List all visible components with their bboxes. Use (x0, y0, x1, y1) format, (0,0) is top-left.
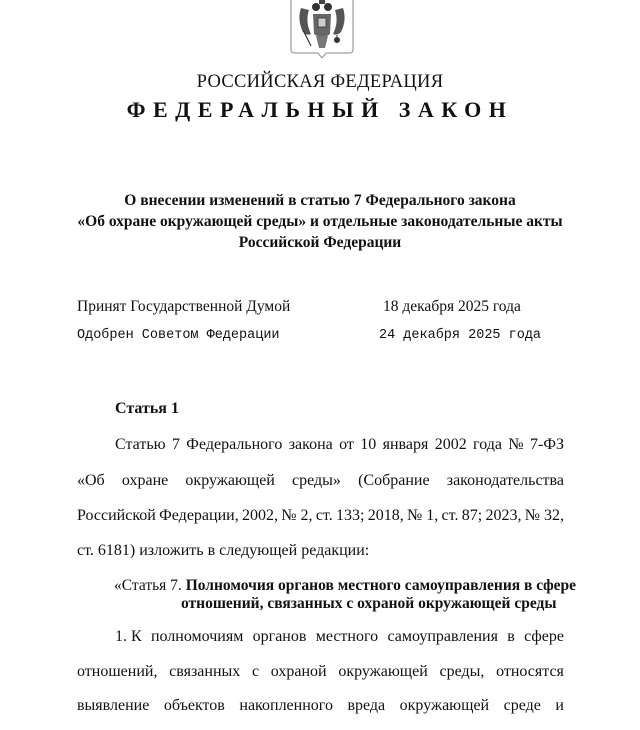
word: самоуправления (387, 628, 498, 645)
word: Федерального (186, 436, 283, 453)
article-body-line (77, 507, 564, 525)
word: ст. (441, 507, 459, 524)
article-body-line (77, 472, 564, 490)
word: законодательства (446, 472, 564, 489)
word: полномочиям (150, 628, 244, 645)
word: в (507, 628, 515, 645)
word: 7 (171, 436, 180, 453)
word: Российской (77, 507, 156, 524)
word: окружающей (399, 697, 490, 714)
word: от (339, 436, 354, 453)
word: среде (503, 697, 541, 714)
article-heading: Статья 1 (115, 400, 179, 417)
word: закона (288, 436, 333, 453)
word: 133; (335, 507, 365, 524)
word: связанных (169, 663, 241, 680)
word: № (508, 436, 524, 453)
word: года (473, 436, 502, 453)
word: 7-ФЗ (529, 436, 564, 453)
word: № 1, (407, 507, 439, 524)
word: ст. (315, 507, 333, 524)
word: с (251, 663, 260, 680)
word: среды» (292, 472, 341, 489)
word: окружающей (338, 663, 428, 680)
law-title-line: «Об охране окружающей среды» и отдельные законодательные акты (77, 213, 563, 230)
word: Статью (115, 436, 166, 453)
council-approval-date: 24 декабря 2025 года (379, 328, 542, 343)
word: № 32, (524, 507, 564, 524)
word: объектов (163, 697, 225, 714)
word: 2018, (367, 507, 404, 524)
word: Федерации, (159, 507, 239, 524)
word: 1. К (115, 628, 142, 645)
word: среды, (439, 663, 485, 680)
clause-line (115, 628, 564, 646)
word: накопленного (239, 697, 333, 714)
word: охране (121, 472, 169, 489)
word: «Об (77, 472, 105, 489)
word: 2023, (485, 507, 522, 524)
council-approval-label: Одобрен Советом Федерации (77, 328, 280, 343)
word: относятся (496, 663, 564, 680)
word: вреда (347, 697, 386, 714)
coat-of-arms-emblem (289, 0, 355, 58)
word: местного (315, 628, 379, 645)
article-body-line: ст. 6181) изложить в следующей редакции: (77, 542, 370, 559)
word: сфере (524, 628, 564, 645)
document-type: ФЕДЕРАЛЬНЫЙ ЗАКОН (126, 97, 514, 122)
duma-adoption-date: 18 декабря 2025 года (383, 298, 521, 315)
word: 2002 (434, 436, 467, 453)
clause-line (77, 663, 564, 681)
country-name: РОССИЙСКАЯ ФЕДЕРАЦИЯ (196, 72, 444, 92)
clause-line (77, 697, 564, 715)
russian-coat-of-arms-icon (289, 0, 355, 58)
new-article-heading (114, 577, 576, 613)
word: отношений, (77, 663, 158, 680)
word: 87; (461, 507, 483, 524)
word: 2002, (241, 507, 278, 524)
new-article-title: Полномочия органов местного самоуправления в сфере (185, 577, 577, 594)
new-article-title-line2: отношений, связанных с охраной окружающей среды (181, 595, 557, 612)
word: № 2, (281, 507, 313, 524)
word: окружающей (185, 472, 275, 489)
law-title-line: О внесении изменений в статью 7 Федерального закона (124, 192, 516, 209)
law-title-line: Российской Федерации (238, 234, 402, 251)
word: и (555, 697, 564, 714)
word: охраной (270, 663, 327, 680)
word: 10 (360, 436, 377, 453)
word: января (382, 436, 429, 453)
law-title (0, 190, 640, 253)
word: (Собрание (358, 472, 430, 489)
word: органов (252, 628, 307, 645)
article-body-line (115, 436, 564, 454)
new-article-label: «Статья 7. (114, 577, 182, 594)
word: выявление (77, 697, 150, 714)
duma-adoption-label: Принят Государственной Думой (77, 298, 291, 315)
